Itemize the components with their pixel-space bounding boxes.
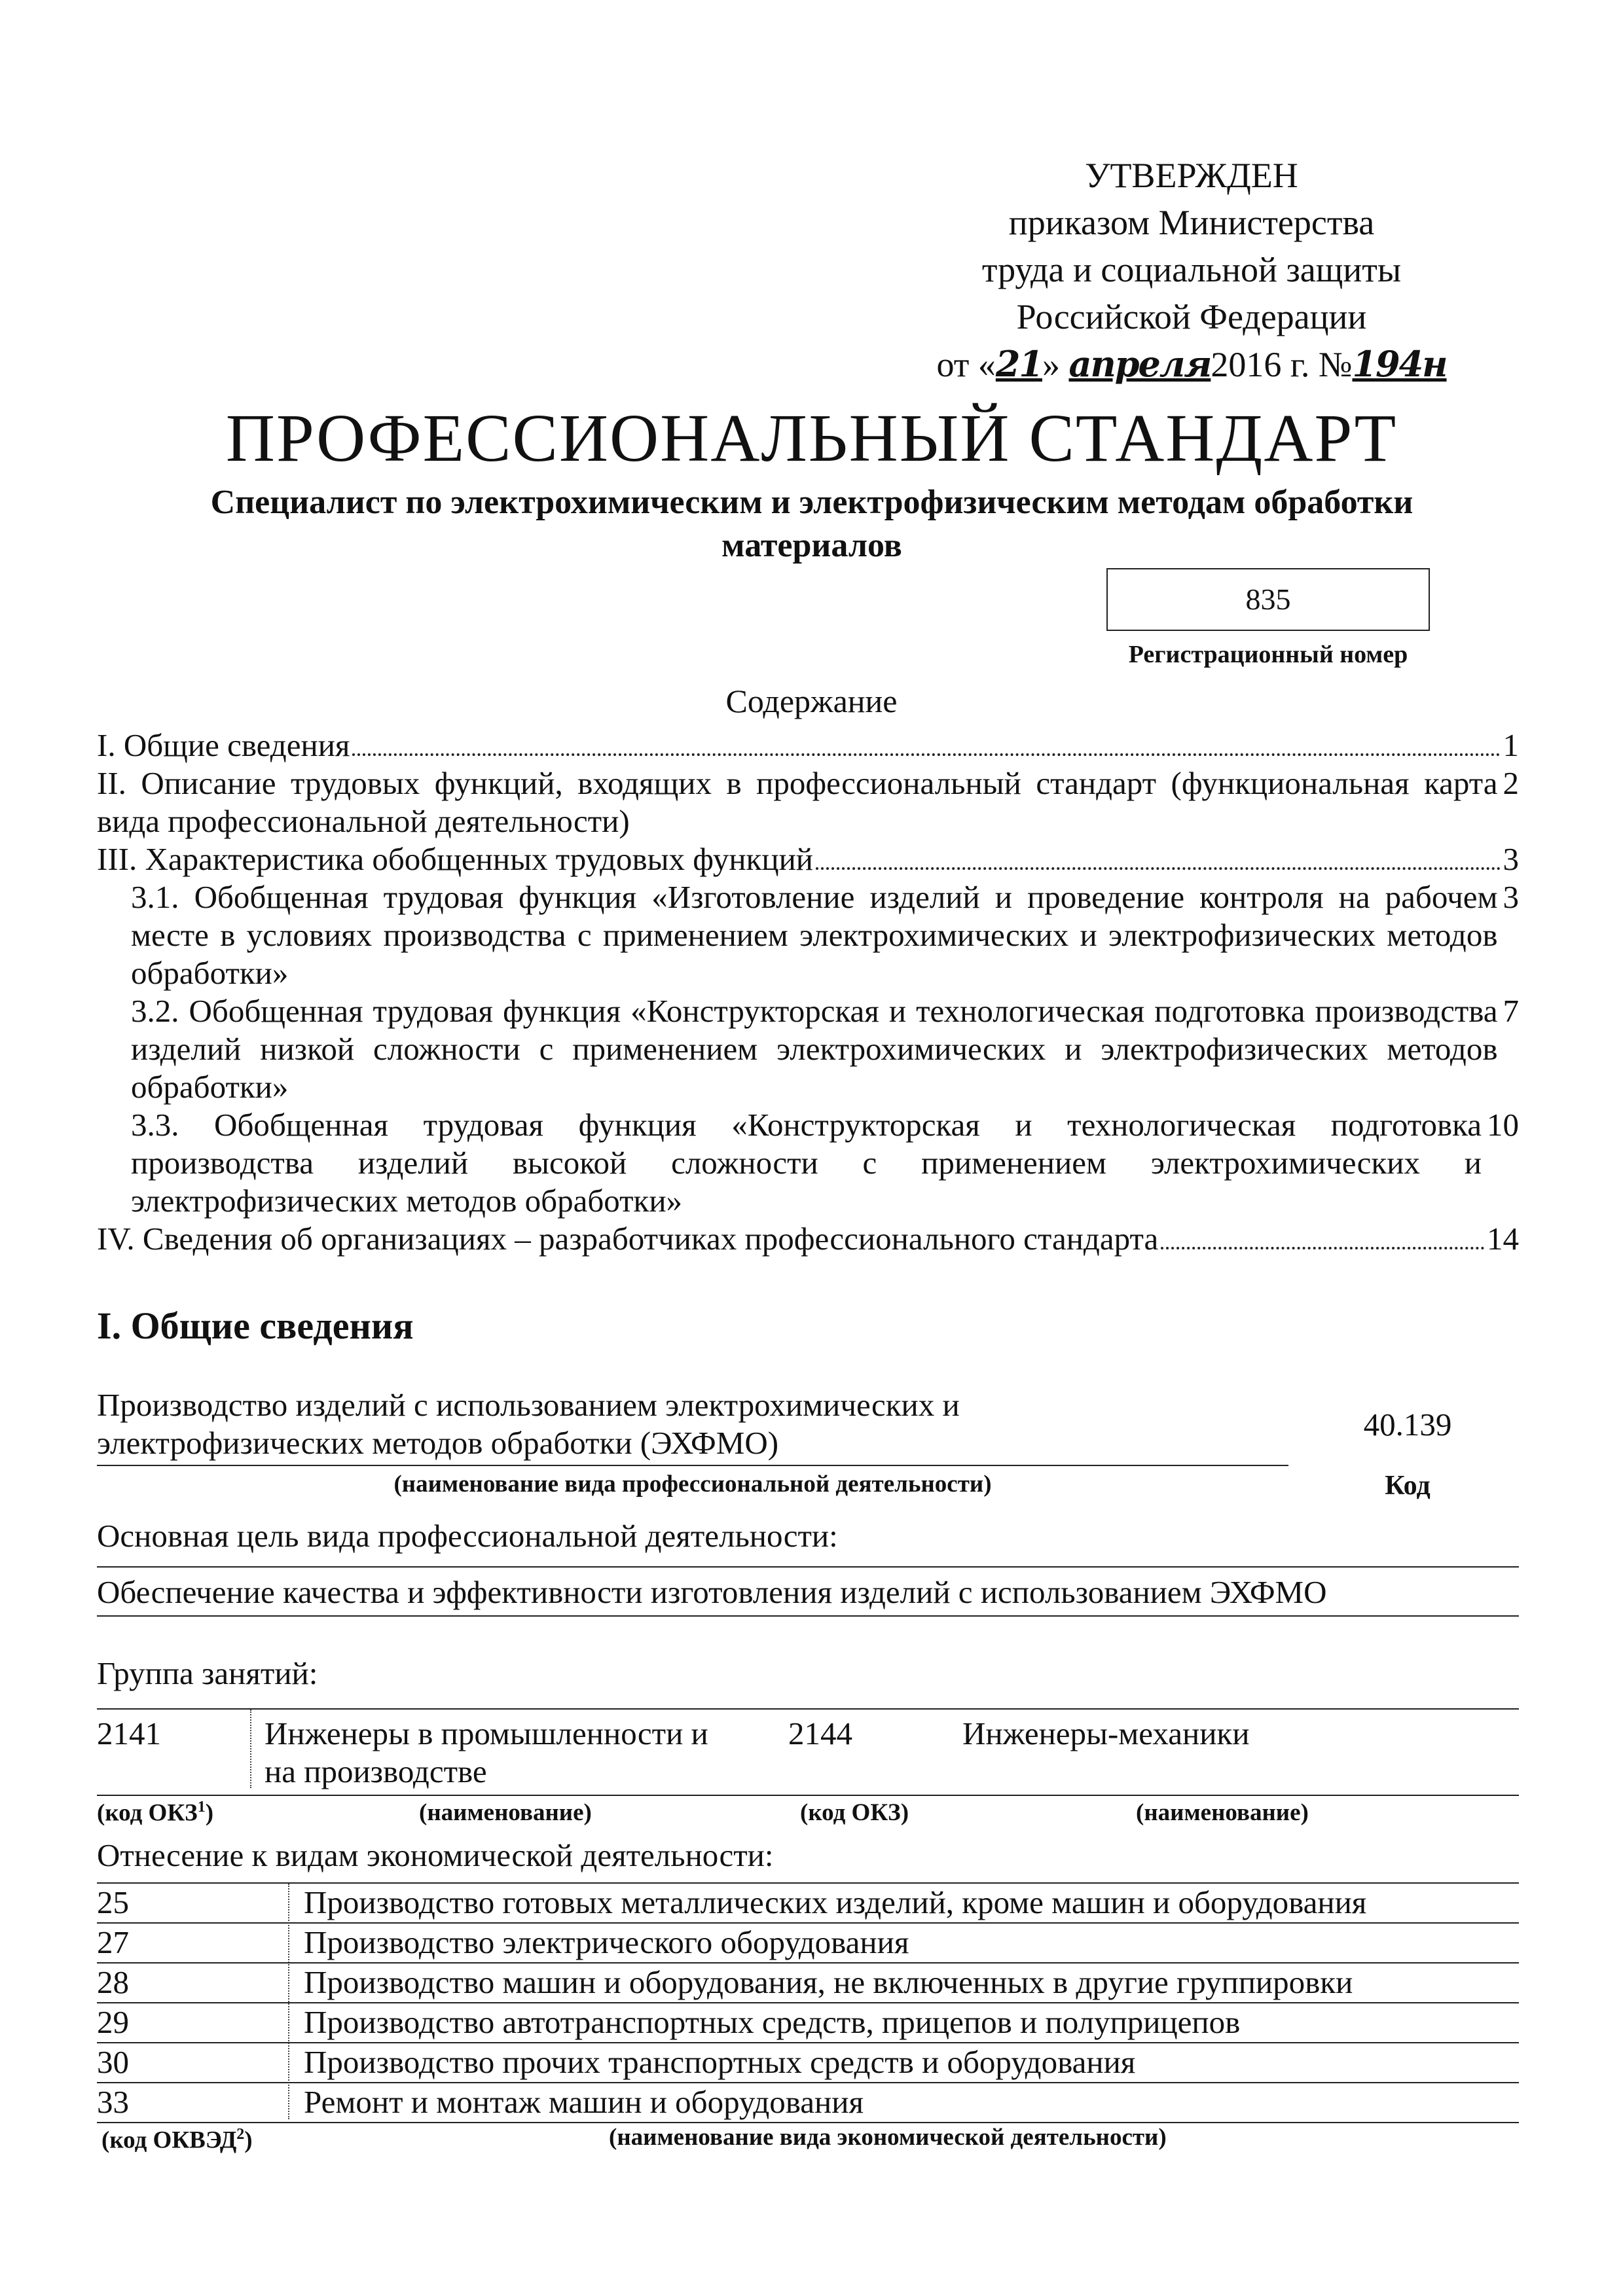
toc-entry-text: II. Описание трудовых функций, входящих в профессиональный стандарт (функциональная карта вида профессиональной деятельности): [97, 765, 1498, 839]
document-subtitle: Специалист по электрохимическим и электрофизическим методам обработки материалов: [210, 484, 1413, 564]
toc-page: 14: [1487, 1221, 1519, 1257]
toc-page: 1: [1503, 727, 1519, 763]
okved-label: Отнесение к видам экономической деятельности:: [97, 1837, 774, 1873]
approval-status: УТВЕРЖДЕН: [1085, 156, 1298, 195]
divider: [97, 1566, 1519, 1568]
code-caption: Код: [1385, 1471, 1431, 1501]
toc-page: 2: [1503, 765, 1519, 801]
approval-ministry: труда и социальной защиты: [981, 250, 1402, 289]
handwritten-day: 21: [995, 343, 1042, 385]
toc-leader: [816, 867, 1500, 870]
toc-entry[interactable]: [97, 878, 1519, 992]
okz-name-caption: (наименование): [1136, 1799, 1309, 1826]
occupation-code: 2144: [788, 1715, 852, 1751]
registration-number-box: 835: [1106, 568, 1430, 631]
table-border: [250, 1710, 251, 1788]
goal-text: Обеспечение качества и эффективности изготовления изделий с использованием ЭХФМО: [97, 1574, 1327, 1610]
okved-code: 25: [97, 1884, 129, 1920]
date-year: 2016 г. №: [1211, 345, 1353, 384]
toc-entry[interactable]: [97, 1106, 1519, 1220]
toc-page: 7: [1503, 993, 1519, 1029]
okved-code-caption: (код ОКВЭД$^2$): [101, 2126, 253, 2154]
toc-entry-text: I. Общие сведения: [97, 727, 350, 763]
occupation-code: 2141: [97, 1715, 161, 1751]
okz-code-caption: (код ОКЗ): [800, 1799, 909, 1826]
activity-code: 40.139: [1363, 1407, 1452, 1443]
document-title: ПРОФЕССИОНАЛЬНЫЙ СТАНДАРТ: [225, 401, 1398, 476]
handwritten-number: 194н: [1352, 343, 1447, 385]
activity-caption: (наименование вида профессиональной деятельности): [393, 1471, 992, 1498]
table-border: [97, 1795, 1519, 1796]
toc-entry[interactable]: [97, 764, 1519, 840]
okved-code: 29: [97, 2004, 129, 2040]
toc-entry-text: 3.3. Обобщенная трудовая функция «Конструкторская и технологическая подготовка производства изделий высокой сложности с применением электрохимических и электрофизических методов обработки»: [131, 1107, 1482, 1219]
okved-name-caption: (наименование вида экономической деятельности): [609, 2124, 1167, 2151]
okved-code: 30: [97, 2044, 129, 2080]
okved-name: Производство автотранспортных средств, прицепов и полуприцепов: [304, 2004, 1241, 2040]
approval-country: Российской Федерации: [1016, 297, 1367, 336]
okved-name: Производство прочих транспортных средств и оборудования: [304, 2044, 1136, 2080]
table-border: [97, 1708, 1519, 1710]
okved-code: 33: [97, 2084, 129, 2120]
toc-entry-text: 3.2. Обобщенная трудовая функция «Конструкторская и технологическая подготовка производства изделий низкой сложности с применением электрохимических и электрофизических методов обработки»: [131, 993, 1498, 1105]
divider: [97, 1465, 1288, 1466]
toc-entry[interactable]: [97, 840, 1519, 878]
goal-label: Основная цель вида профессиональной деятельности:: [97, 1518, 838, 1554]
toc-entry-text: IV. Сведения об организациях – разработчиках профессионального стандарта: [97, 1221, 1159, 1257]
toc-entry-text: 3.1. Обобщенная трудовая функция «Изготовление изделий и проведение контроля на рабочем месте в условиях производства с применением электрохимических и электрофизических методов обработки»: [131, 879, 1498, 991]
table-border: [288, 1884, 289, 2119]
toc-page: 3: [1503, 879, 1519, 915]
divider: [97, 1615, 1519, 1617]
approval-block: [903, 152, 1480, 388]
occupation-name: на производстве: [264, 1753, 487, 1789]
okz-code-caption: (код ОКЗ$^1$): [97, 1799, 214, 1827]
occupation-name: Инженеры в промышленности и: [264, 1715, 708, 1751]
occupation-name: Инженеры-механики: [962, 1715, 1250, 1751]
approval-date-line: [903, 340, 1480, 388]
okved-name: Производство готовых металлических изделий, кроме машин и оборудования: [304, 1884, 1367, 1920]
okved-code: 28: [97, 1964, 129, 2000]
okved-code: 27: [97, 1924, 129, 1960]
date-mid: »: [1042, 345, 1069, 384]
activity-name-line: Производство изделий с использованием электрохимических и: [97, 1387, 960, 1423]
toc-page: 3: [1503, 841, 1519, 877]
toc-entry[interactable]: [97, 726, 1519, 764]
activity-name: [97, 1386, 1288, 1462]
toc-entry-text: III. Характеристика обобщенных трудовых функций: [97, 841, 814, 877]
toc-leader: [352, 753, 1500, 756]
approval-order: приказом Министерства: [1008, 203, 1375, 242]
toc-entry[interactable]: [97, 992, 1519, 1106]
okved-name: Ремонт и монтаж машин и оборудования: [304, 2084, 864, 2120]
table-of-contents: [97, 726, 1519, 1258]
handwritten-month: апреля: [1068, 343, 1211, 385]
toc-heading: Содержание: [725, 683, 898, 719]
occupations-label: Группа занятий:: [97, 1655, 318, 1691]
okved-name: Производство машин и оборудования, не включенных в другие группировки: [304, 1964, 1353, 2000]
activity-name-line: электрофизических методов обработки (ЭХФМО): [97, 1425, 779, 1461]
section-heading: I. Общие сведения: [97, 1304, 414, 1347]
registration-number-label: Регистрационный номер: [1128, 641, 1408, 668]
toc-page: 10: [1487, 1107, 1519, 1143]
toc-leader: [1161, 1247, 1484, 1249]
okz-name-caption: (наименование): [419, 1799, 592, 1826]
toc-entry[interactable]: [97, 1220, 1519, 1258]
okved-name: Производство электрического оборудования: [304, 1924, 909, 1960]
date-prefix: от «: [936, 345, 996, 384]
